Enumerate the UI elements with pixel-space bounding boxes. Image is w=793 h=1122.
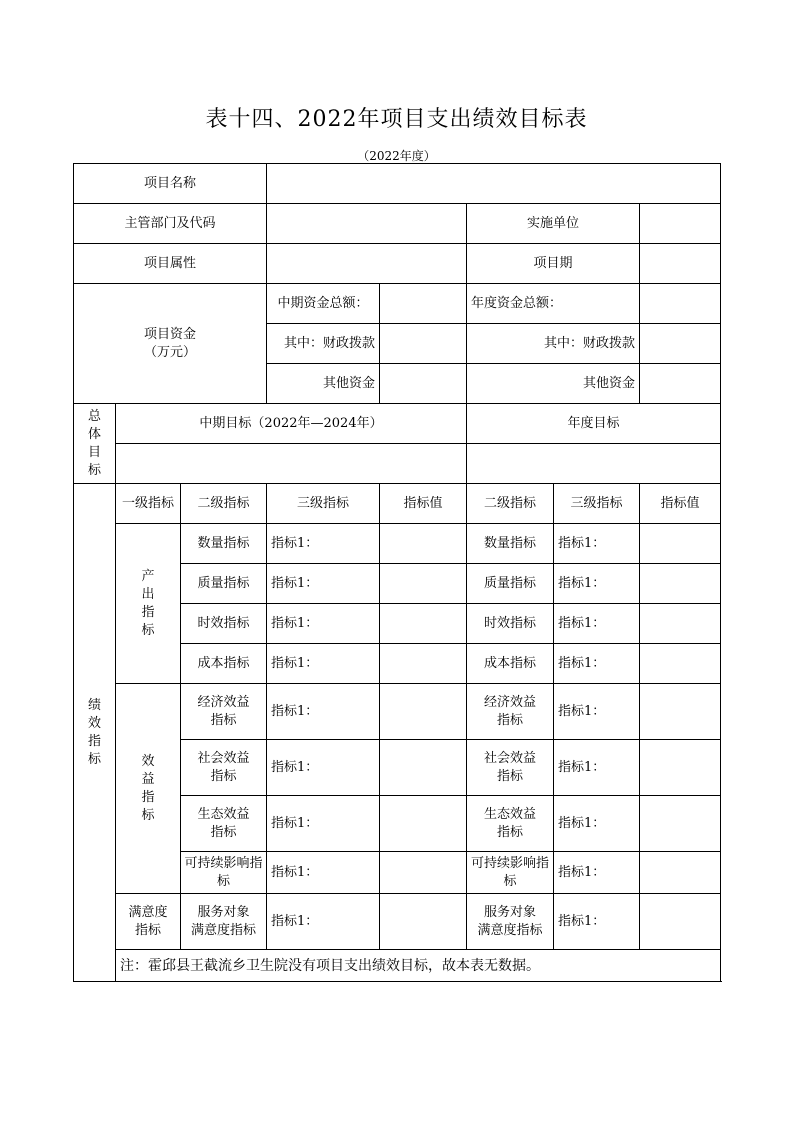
project-period-value [640, 244, 721, 284]
dept-code-value [267, 204, 467, 244]
indicator-item: 指标1： [267, 524, 380, 564]
quantity-indicator-annual: 数量指标 [467, 524, 554, 564]
timeliness-indicator: 时效指标 [181, 604, 267, 644]
funds-label: 项目资金 （万元） [74, 284, 267, 404]
output-indicator-label: 产 出 指 标 [116, 524, 181, 684]
other-mid-value [380, 364, 467, 404]
indicator-value [640, 852, 721, 894]
project-period-label: 项目期 [467, 244, 640, 284]
midterm-total-value [380, 284, 467, 324]
indicator-value [380, 684, 467, 740]
indicator-item: 指标1： [554, 796, 640, 852]
sustainable-impact-indicator-annual: 可持续影响指 标 [467, 852, 554, 894]
service-satisfaction-indicator-annual: 服务对象 满意度指标 [467, 894, 554, 950]
economic-benefit-indicator-annual: 经济效益 指标 [467, 684, 554, 740]
project-attr-value [267, 244, 467, 284]
indicator-item: 指标1： [267, 796, 380, 852]
year-subtitle: （2022年度） [357, 149, 436, 163]
annual-total-label: 年度资金总额： [467, 284, 640, 324]
fiscal-mid-value [380, 324, 467, 364]
other-mid-label: 其他资金 [267, 364, 380, 404]
indicator-item: 指标1： [267, 604, 380, 644]
service-satisfaction-indicator: 服务对象 满意度指标 [181, 894, 267, 950]
midterm-total-label: 中期资金总额： [267, 284, 380, 324]
indicator-item: 指标1： [554, 740, 640, 796]
midterm-goal-header: 中期目标（2022年—2024年） [116, 404, 467, 444]
header-value: 指标值 [380, 484, 467, 524]
other-annual-value [640, 364, 721, 404]
indicator-value [640, 894, 721, 950]
indicator-value [380, 740, 467, 796]
cost-indicator: 成本指标 [181, 644, 267, 684]
indicator-item: 指标1： [267, 564, 380, 604]
sustainable-impact-indicator: 可持续影响指 标 [181, 852, 267, 894]
economic-benefit-indicator: 经济效益 指标 [181, 684, 267, 740]
annual-goal-value [467, 444, 721, 484]
quality-indicator-annual: 质量指标 [467, 564, 554, 604]
indicator-item: 指标1： [554, 564, 640, 604]
indicator-value [380, 644, 467, 684]
performance-goal-table [73, 163, 721, 982]
overall-goal-label: 总 体 目 标 [74, 404, 116, 484]
performance-indicator-label: 绩 效 指 标 [74, 484, 116, 982]
indicator-value [640, 564, 721, 604]
indicator-item: 指标1： [554, 894, 640, 950]
social-benefit-indicator-annual: 社会效益 指标 [467, 740, 554, 796]
quality-indicator: 质量指标 [181, 564, 267, 604]
impl-unit-label: 实施单位 [467, 204, 640, 244]
satisfaction-indicator-label: 满意度 指标 [116, 894, 181, 950]
dept-code-label: 主管部门及代码 [74, 204, 267, 244]
midterm-goal-value [116, 444, 467, 484]
indicator-value [380, 564, 467, 604]
indicator-item: 指标1： [267, 852, 380, 894]
indicator-item: 指标1： [267, 740, 380, 796]
indicator-item: 指标1： [554, 644, 640, 684]
project-name-label: 项目名称 [74, 164, 267, 204]
fiscal-mid-label: 其中：财政拨款 [267, 324, 380, 364]
header-level2: 二级指标 [181, 484, 267, 524]
header-level3-annual: 三级指标 [554, 484, 640, 524]
indicator-value [640, 524, 721, 564]
project-name-value [267, 164, 721, 204]
benefit-indicator-label: 效 益 指 标 [116, 684, 181, 894]
indicator-value [640, 644, 721, 684]
indicator-item: 指标1： [267, 644, 380, 684]
fiscal-annual-value [640, 324, 721, 364]
impl-unit-value [640, 204, 721, 244]
indicator-value [640, 684, 721, 740]
ecological-benefit-indicator: 生态效益 指标 [181, 796, 267, 852]
indicator-value [380, 524, 467, 564]
header-level1: 一级指标 [116, 484, 181, 524]
indicator-item: 指标1： [267, 894, 380, 950]
header-level3: 三级指标 [267, 484, 380, 524]
header-value-annual: 指标值 [640, 484, 721, 524]
indicator-value [640, 796, 721, 852]
social-benefit-indicator: 社会效益 指标 [181, 740, 267, 796]
indicator-item: 指标1： [267, 684, 380, 740]
other-annual-label: 其他资金 [467, 364, 640, 404]
indicator-value [380, 604, 467, 644]
indicator-value [640, 604, 721, 644]
indicator-value [380, 796, 467, 852]
timeliness-indicator-annual: 时效指标 [467, 604, 554, 644]
header-level2-annual: 二级指标 [467, 484, 554, 524]
indicator-item: 指标1： [554, 852, 640, 894]
indicator-value [640, 740, 721, 796]
indicator-item: 指标1： [554, 524, 640, 564]
annual-goal-header: 年度目标 [467, 404, 721, 444]
indicator-value [380, 894, 467, 950]
table-note: 注：霍邱县王截流乡卫生院没有项目支出绩效目标，故本表无数据。 [116, 950, 721, 982]
cost-indicator-annual: 成本指标 [467, 644, 554, 684]
fiscal-annual-label: 其中：财政拨款 [467, 324, 640, 364]
indicator-item: 指标1： [554, 684, 640, 740]
indicator-value [380, 852, 467, 894]
project-attr-label: 项目属性 [74, 244, 267, 284]
ecological-benefit-indicator-annual: 生态效益 指标 [467, 796, 554, 852]
annual-total-value [640, 284, 721, 324]
page-title: 表十四、2022年项目支出绩效目标表 [205, 107, 588, 132]
quantity-indicator: 数量指标 [181, 524, 267, 564]
indicator-item: 指标1： [554, 604, 640, 644]
